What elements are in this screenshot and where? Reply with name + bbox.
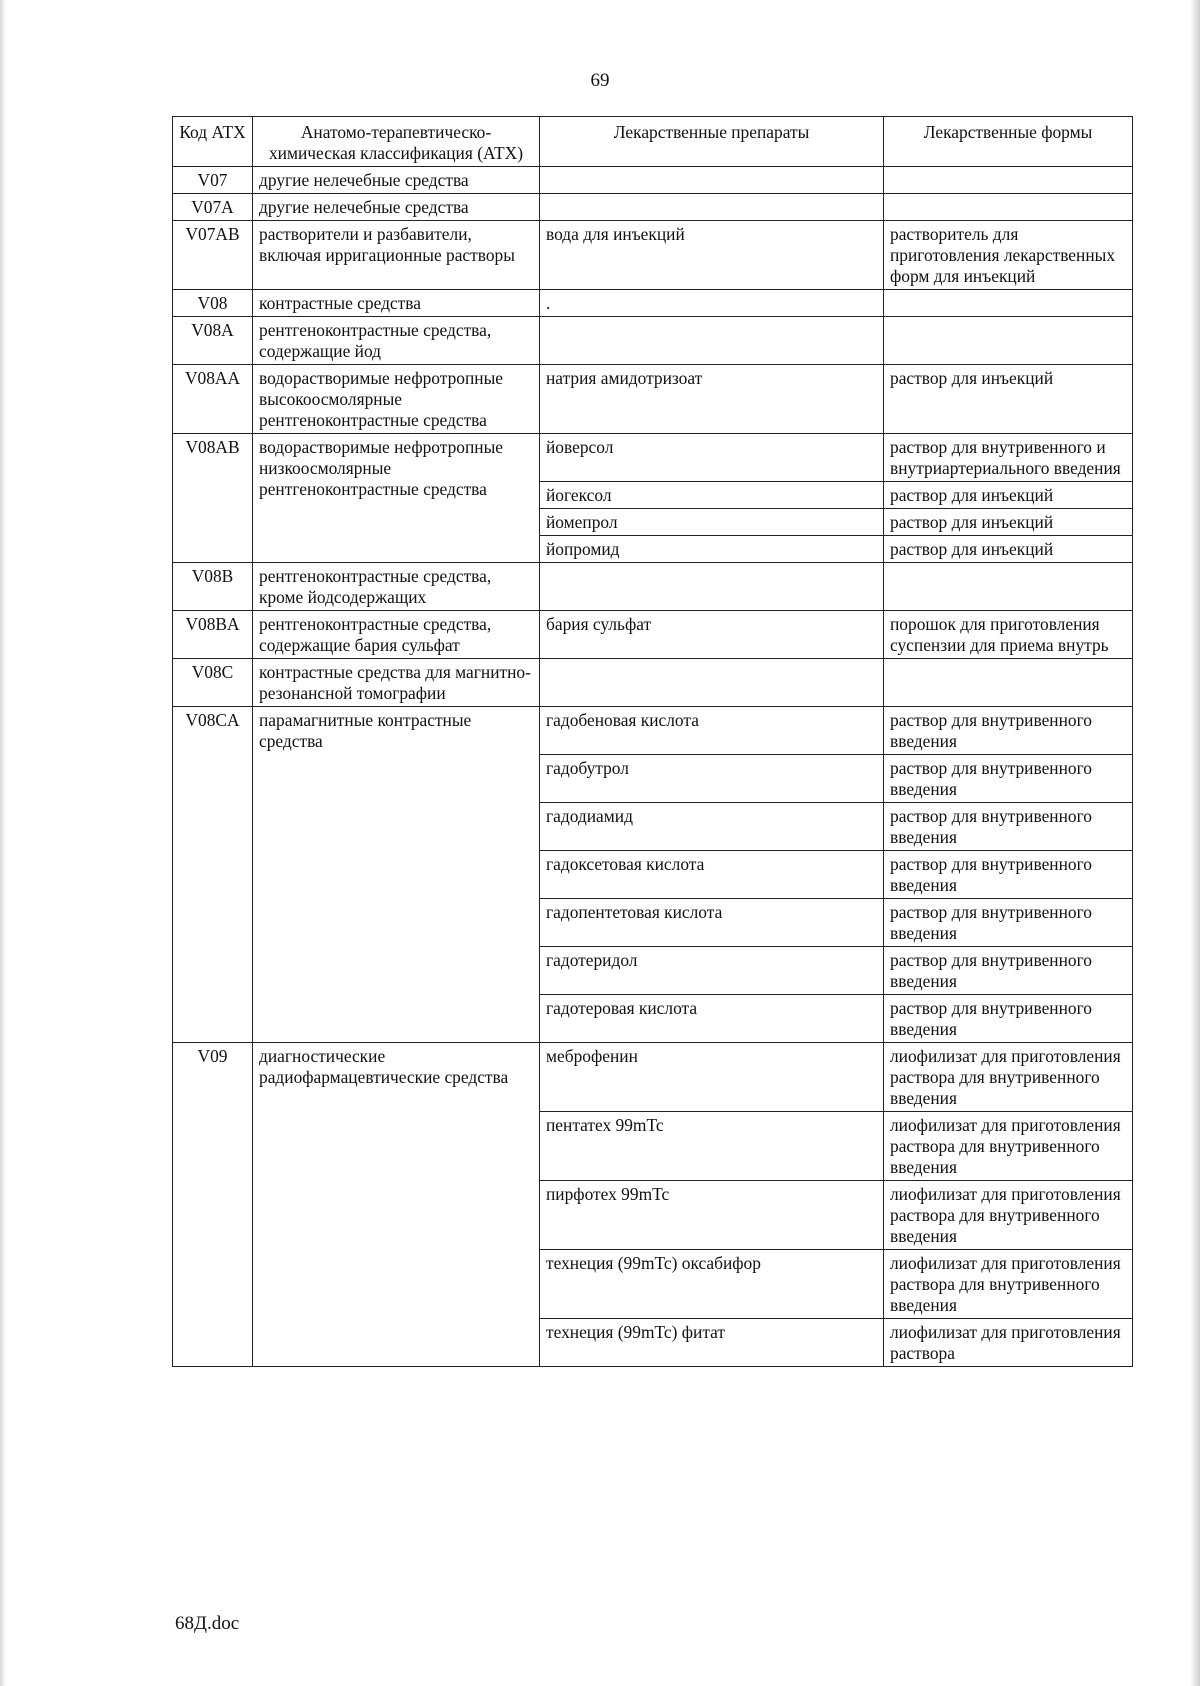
- page-number: 69: [590, 70, 610, 91]
- table-row: [173, 365, 1133, 434]
- drug-cell: технеция (99mTc) фитат: [540, 1319, 884, 1367]
- atx-code-cell: V08AB: [173, 434, 253, 563]
- drug-cell: [540, 317, 884, 365]
- drug-cell: [540, 563, 884, 611]
- drug-cell: гадопентетовая кислота: [540, 899, 884, 947]
- table-row: [173, 317, 1133, 365]
- dosage-form-cell: лиофилизат для приготовления раствора: [884, 1319, 1133, 1367]
- atx-classification-cell: водорастворимые нефротропные высокоосмолярные рентгеноконтрастные средства: [253, 365, 540, 434]
- table-row: [173, 167, 1133, 194]
- table-row: [173, 659, 1133, 707]
- drug-cell: гадоксетовая кислота: [540, 851, 884, 899]
- drug-cell: меброфенин: [540, 1043, 884, 1112]
- atx-code-cell: V08A: [173, 317, 253, 365]
- table-row: [173, 290, 1133, 317]
- scan-edge-right: [1190, 0, 1200, 1686]
- table-row: [173, 707, 1133, 755]
- atx-code-cell: V07: [173, 167, 253, 194]
- table-row: [173, 221, 1133, 290]
- dosage-form-cell: лиофилизат для приготовления раствора для внутривенного введения: [884, 1250, 1133, 1319]
- header-code: Код АТХ: [173, 117, 253, 167]
- atx-code-cell: V07AB: [173, 221, 253, 290]
- header-classification: Анатомо-терапевтическо-химическая классификация (АТХ): [253, 117, 540, 167]
- atx-code-cell: V08: [173, 290, 253, 317]
- dosage-form-cell: раствор для внутривенного введения: [884, 755, 1133, 803]
- atx-classification-cell: водорастворимые нефротропные низкоосмолярные рентгеноконтрастные средства: [253, 434, 540, 563]
- atx-classification-cell: рентгеноконтрастные средства, кроме йодсодержащих: [253, 563, 540, 611]
- table-row: [173, 1043, 1133, 1112]
- dosage-form-cell: раствор для внутривенного введения: [884, 803, 1133, 851]
- dosage-form-cell: [884, 563, 1133, 611]
- drug-cell: йоверсол: [540, 434, 884, 482]
- drug-cell: натрия амидотризоат: [540, 365, 884, 434]
- dosage-form-cell: [884, 194, 1133, 221]
- atx-classification-cell: рентгеноконтрастные средства, содержащие бария сульфат: [253, 611, 540, 659]
- atx-classification-cell: диагностические радиофармацевтические средства: [253, 1043, 540, 1367]
- dosage-form-cell: [884, 659, 1133, 707]
- footer-filename: 68Д.doc: [175, 1613, 240, 1634]
- dosage-form-cell: [884, 317, 1133, 365]
- drug-cell: пирфотех 99mTc: [540, 1181, 884, 1250]
- dosage-form-cell: лиофилизат для приготовления раствора для внутривенного введения: [884, 1043, 1133, 1112]
- dosage-form-cell: раствор для внутривенного введения: [884, 707, 1133, 755]
- drug-cell: гадодиамид: [540, 803, 884, 851]
- drug-cell: гадобутрол: [540, 755, 884, 803]
- drug-cell: [540, 194, 884, 221]
- atx-code-cell: V08CA: [173, 707, 253, 1043]
- atx-code-cell: V08B: [173, 563, 253, 611]
- atx-classification-cell: другие нелечебные средства: [253, 194, 540, 221]
- atx-code-cell: V08C: [173, 659, 253, 707]
- drug-cell: гадобеновая кислота: [540, 707, 884, 755]
- dosage-form-cell: растворитель для приготовления лекарственных форм для инъекций: [884, 221, 1133, 290]
- dosage-form-cell: раствор для инъекций: [884, 482, 1133, 509]
- dosage-form-cell: порошок для приготовления суспензии для приема внутрь: [884, 611, 1133, 659]
- drug-cell: технеция (99mTc) оксабифор: [540, 1250, 884, 1319]
- table-row: [173, 194, 1133, 221]
- header-forms: Лекарственные формы: [884, 117, 1133, 167]
- atx-code-cell: V09: [173, 1043, 253, 1367]
- drug-cell: йогексол: [540, 482, 884, 509]
- dosage-form-cell: [884, 290, 1133, 317]
- header-row: [173, 117, 1133, 167]
- drug-cell: йопромид: [540, 536, 884, 563]
- drug-cell: гадотеровая кислота: [540, 995, 884, 1043]
- dosage-form-cell: раствор для внутривенного введения: [884, 899, 1133, 947]
- scan-edge-left: [0, 0, 6, 1686]
- header-drugs: Лекарственные препараты: [540, 117, 884, 167]
- atx-classification-cell: растворители и разбавители, включая ирригационные растворы: [253, 221, 540, 290]
- dosage-form-cell: раствор для внутривенного введения: [884, 947, 1133, 995]
- atx-classification-cell: другие нелечебные средства: [253, 167, 540, 194]
- dosage-form-cell: лиофилизат для приготовления раствора для внутривенного введения: [884, 1181, 1133, 1250]
- dosage-form-cell: раствор для внутривенного введения: [884, 851, 1133, 899]
- atx-code-cell: V08BA: [173, 611, 253, 659]
- table-row: [173, 563, 1133, 611]
- drug-cell: вода для инъекций: [540, 221, 884, 290]
- dosage-form-cell: раствор для внутривенного и внутриартериального введения: [884, 434, 1133, 482]
- dosage-form-cell: [884, 167, 1133, 194]
- drug-cell: [540, 167, 884, 194]
- drug-cell: йомепрол: [540, 509, 884, 536]
- drug-cell: .: [540, 290, 884, 317]
- atx-code-cell: V08AA: [173, 365, 253, 434]
- table-row: [173, 611, 1133, 659]
- dosage-form-cell: раствор для инъекций: [884, 509, 1133, 536]
- atx-classification-cell: парамагнитные контрастные средства: [253, 707, 540, 1043]
- atx-code-cell: V07A: [173, 194, 253, 221]
- drug-cell: бария сульфат: [540, 611, 884, 659]
- atx-classification-cell: контрастные средства: [253, 290, 540, 317]
- atx-table: [172, 116, 1133, 1367]
- table-body: [173, 167, 1133, 1367]
- drug-cell: гадотеридол: [540, 947, 884, 995]
- drug-cell: [540, 659, 884, 707]
- drug-cell: пентатех 99mTc: [540, 1112, 884, 1181]
- atx-classification-cell: рентгеноконтрастные средства, содержащие йод: [253, 317, 540, 365]
- table-row: [173, 434, 1133, 482]
- atx-classification-cell: контрастные средства для магнитно-резонансной томографии: [253, 659, 540, 707]
- dosage-form-cell: раствор для внутривенного введения: [884, 995, 1133, 1043]
- dosage-form-cell: лиофилизат для приготовления раствора для внутривенного введения: [884, 1112, 1133, 1181]
- dosage-form-cell: раствор для инъекций: [884, 536, 1133, 563]
- dosage-form-cell: раствор для инъекций: [884, 365, 1133, 434]
